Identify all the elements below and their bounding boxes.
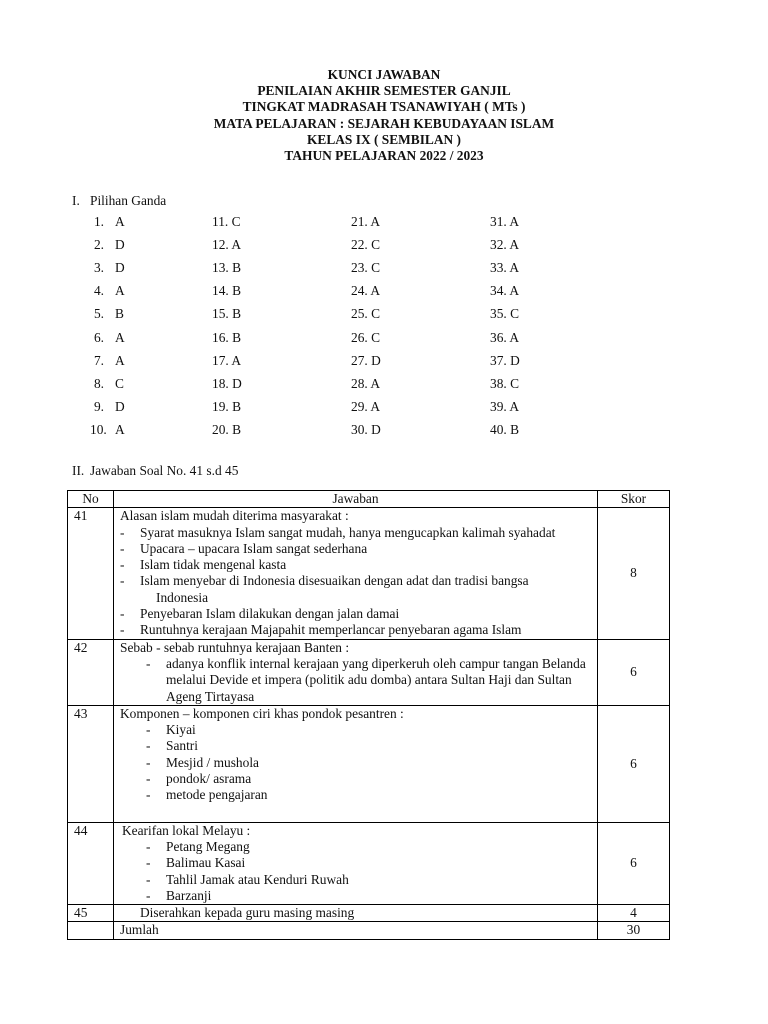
row-number: 41 bbox=[68, 508, 114, 639]
answer-intro: Komponen – komponen ciri khas pondok pesantren : bbox=[120, 705, 404, 721]
row-answer bbox=[114, 822, 598, 904]
answer-row bbox=[0, 283, 768, 303]
total-label: Jumlah bbox=[114, 922, 598, 939]
table-total-row bbox=[68, 922, 670, 939]
list-item: - Kiyai bbox=[146, 722, 196, 738]
answer-key: 13. B bbox=[212, 260, 242, 276]
row-number: 45 bbox=[68, 905, 114, 922]
answer-key: D bbox=[115, 260, 125, 276]
header-skor: Skor bbox=[598, 491, 670, 508]
list-item: - pondok/ asrama bbox=[146, 771, 252, 787]
answer-key: D bbox=[115, 398, 125, 414]
list-item: - Balimau Kasai bbox=[146, 855, 246, 871]
answer-row bbox=[0, 353, 768, 373]
answer-row bbox=[0, 260, 768, 280]
list-item: - adanya konflik internal kerajaan yang diperkeruh oleh campur tangan Belanda melalui Devide et impera (politik adu domba) antara Sultan Haji dan Sultan Ageng Tirtayasa bbox=[146, 655, 586, 704]
list-item: - Petang Megang bbox=[146, 838, 250, 854]
question-number: 9. bbox=[93, 398, 104, 414]
answer-row bbox=[0, 214, 768, 234]
question-number: 2. bbox=[93, 237, 104, 253]
answer-key: 27. D bbox=[351, 352, 381, 368]
answer-key: 30. D bbox=[351, 421, 381, 437]
essay-answer-table bbox=[67, 490, 670, 940]
list-item: - metode pengajaran bbox=[146, 787, 268, 803]
section-title: Jawaban Soal No. 41 s.d 45 bbox=[90, 463, 239, 478]
answer-row bbox=[0, 306, 768, 326]
answer-key: 17. A bbox=[212, 352, 242, 368]
answer-key: 20. B bbox=[212, 421, 242, 437]
section-heading-essay bbox=[72, 463, 238, 479]
list-item: - Santri bbox=[146, 738, 198, 754]
title-line: KELAS IX ( SEMBILAN ) bbox=[306, 131, 462, 147]
answer-key: A bbox=[115, 283, 125, 299]
table-row bbox=[68, 822, 670, 904]
answer-key: 35. C bbox=[490, 306, 520, 322]
answer-intro: Sebab - sebab runtuhnya kerajaan Banten : bbox=[120, 639, 350, 655]
answer-row bbox=[0, 399, 768, 419]
answer-key: A bbox=[115, 214, 125, 229]
row-answer bbox=[114, 639, 598, 705]
row-score: 6 bbox=[598, 639, 670, 705]
answer-intro: Diserahkan kepada guru masing masing bbox=[140, 905, 355, 921]
row-answer bbox=[114, 705, 598, 822]
table-row bbox=[68, 508, 670, 639]
answer-key: 37. D bbox=[490, 352, 520, 368]
question-number: 4. bbox=[93, 283, 104, 299]
answer-key: 18. D bbox=[212, 375, 242, 391]
answer-key: 38. C bbox=[490, 375, 520, 391]
list-item: - Barzanji bbox=[146, 887, 212, 903]
answer-key: A bbox=[115, 421, 125, 437]
table-row bbox=[68, 639, 670, 705]
question-number: 10. bbox=[90, 421, 107, 437]
row-score: 6 bbox=[598, 705, 670, 822]
answer-key: 33. A bbox=[490, 260, 520, 276]
section-title: Pilihan Ganda bbox=[90, 193, 167, 208]
row-number: 43 bbox=[68, 705, 114, 822]
total-score: 30 bbox=[598, 922, 670, 939]
row-score: 8 bbox=[598, 508, 670, 639]
list-item: - Upacara – upacara Islam sangat sederhana bbox=[120, 540, 368, 556]
title-line: PENILAIAN AKHIR SEMESTER GANJIL bbox=[257, 83, 511, 99]
answer-key: 24. A bbox=[351, 283, 381, 299]
table-row bbox=[68, 905, 670, 922]
answer-key: 34. A bbox=[490, 283, 520, 299]
answer-row bbox=[0, 376, 768, 396]
answer-row bbox=[0, 422, 768, 442]
row-score: 6 bbox=[598, 822, 670, 904]
header-jawaban: Jawaban bbox=[114, 491, 598, 508]
answer-key: 26. C bbox=[351, 329, 381, 345]
list-item: - Tahlil Jamak atau Kenduri Ruwah bbox=[146, 871, 349, 887]
row-answer bbox=[114, 905, 598, 922]
answer-key: 28. A bbox=[351, 375, 381, 391]
section-number: I. bbox=[72, 193, 80, 208]
row-score: 4 bbox=[598, 905, 670, 922]
row-number: 44 bbox=[68, 822, 114, 904]
title-line: TAHUN PELAJARAN 2022 / 2023 bbox=[284, 148, 484, 164]
list-item: - Syarat masuknya Islam sangat mudah, hanya mengucapkan kalimah syahadat bbox=[120, 524, 556, 540]
header-no: No bbox=[68, 491, 114, 508]
answer-key: 31. A bbox=[490, 214, 520, 229]
answer-key: D bbox=[115, 237, 125, 253]
title-line: TINGKAT MADRASAH TSANAWIYAH ( MTs ) bbox=[242, 99, 526, 115]
answer-key: 32. A bbox=[490, 237, 520, 253]
question-number: 5. bbox=[93, 306, 104, 322]
row-number: 42 bbox=[68, 639, 114, 705]
title-line: KUNCI JAWABAN bbox=[327, 67, 441, 82]
question-number: 6. bbox=[93, 329, 104, 345]
answer-key: 29. A bbox=[351, 398, 381, 414]
answer-row bbox=[0, 237, 768, 257]
answer-key: B bbox=[115, 306, 124, 322]
answer-key: 19. B bbox=[212, 398, 242, 414]
list-item: - Islam menyebar di Indonesia disesuaikan dengan adat dan tradisi bangsa Indonesia bbox=[120, 573, 529, 605]
table-row bbox=[68, 705, 670, 822]
answer-key: A bbox=[115, 352, 125, 368]
question-number: 3. bbox=[93, 260, 104, 276]
answer-intro: Alasan islam mudah diterima masyarakat : bbox=[120, 508, 349, 524]
list-item: - Mesjid / mushola bbox=[146, 754, 259, 770]
answer-key: 16. B bbox=[212, 329, 242, 345]
answer-key: 22. C bbox=[351, 237, 381, 253]
question-number: 8. bbox=[93, 375, 104, 391]
table-header-row bbox=[68, 491, 670, 508]
list-item: - Penyebaran Islam dilakukan dengan jalan damai bbox=[120, 606, 400, 622]
list-item: - Runtuhnya kerajaan Majapahit memperlancar penyebaran agama Islam bbox=[120, 622, 522, 638]
answer-key: 12. A bbox=[212, 237, 242, 253]
question-number: 7. bbox=[93, 352, 104, 368]
title-line: MATA PELAJARAN : SEJARAH KEBUDAYAAN ISLAM bbox=[213, 115, 555, 131]
answer-key: 14. B bbox=[212, 283, 242, 299]
answer-key: 36. A bbox=[490, 329, 520, 345]
answer-row bbox=[0, 330, 768, 350]
answer-key: 11. C bbox=[212, 214, 241, 229]
question-number: 1. bbox=[93, 214, 104, 229]
answer-key: 21. A bbox=[351, 214, 381, 229]
answer-key: 39. A bbox=[490, 398, 520, 414]
answer-key: 23. C bbox=[351, 260, 381, 276]
answer-key: 25. C bbox=[351, 306, 381, 322]
answer-key: 15. B bbox=[212, 306, 242, 322]
empty-cell bbox=[68, 922, 114, 939]
answer-key: A bbox=[115, 329, 125, 345]
section-number: II. bbox=[72, 463, 85, 478]
answer-intro: Kearifan lokal Melayu : bbox=[122, 822, 251, 838]
list-item: - Islam tidak mengenal kasta bbox=[120, 557, 287, 573]
section-heading-pilihan-ganda bbox=[72, 193, 166, 209]
document-title bbox=[0, 67, 768, 164]
answer-key: 40. B bbox=[490, 421, 520, 437]
row-answer bbox=[114, 508, 598, 639]
answer-key: C bbox=[115, 375, 124, 391]
